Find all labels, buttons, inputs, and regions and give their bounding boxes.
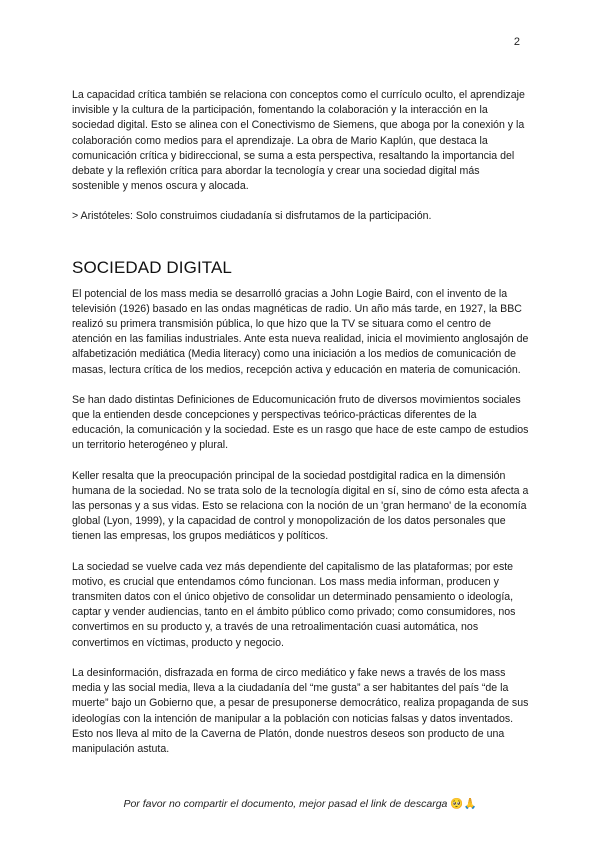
intro-paragraph: La capacidad crítica también se relaciona con conceptos como el currículo oculto, el aprendizaje invisible y la cultura de la participación, fomentando la colaboración y la interacción en la sociedad digital. Esto se alinea con el Conectivismo de Siemens, que aboga por la conexión y la colaboración como medios para el aprendizaje. La obra de Mario Kaplún, que destaca la comunicación crítica y bidireccional, se suma a esta perspectiva, resaltando la importancia del debate y la reflexión crítica para abordar la tecnología y crear una sociedad digital más sostenible y menos oscura y alocada. [72, 89, 525, 193]
paragraph-keller: Keller resalta que la preocupación principal de la sociedad postdigital radica en la dimensión humana de la sociedad. No se trata solo de la tecnología digital en sí, sino de cómo esta afecta a las personas y a sus vidas. Esto se relaciona con la noción de un 'gran hermano' de la economía global (Lyon, 1999), y la capacidad de control y monopolización de los datos personales que tienen las empresas, los grupos mediáticos y políticos. [72, 469, 529, 543]
footer-note [0, 797, 600, 810]
paragraph-capitalismo-plataformas: La sociedad se vuelve cada vez más dependiente del capitalismo de las plataformas; por este motivo, es crucial que entendamos cómo funcionan. Los mass media informan, producen y transmiten datos con el único objetivo de consolidar un determinado pensamiento o ideología, captar y vender audiencias, tanto en el ámbito público como privado; como consumidores, nos convertimos en su producto y, a través de una retroalimentación cuasi automática, nos convertimos en víctimas, producto y negocio. [72, 560, 516, 649]
footer-text: Por favor no compartir el documento, mejor pasad el link de descarga [123, 798, 448, 810]
document-body [72, 88, 530, 757]
pleading-praying-emoji-icon: 🥺🙏 [450, 798, 477, 810]
section-heading: SOCIEDAD DIGITAL [72, 257, 232, 277]
paragraph-educomunicacion: Se han dado distintas Definiciones de Educomunicación fruto de diversos movimientos sociales que la entienden desde concepciones y perspectivas teórico-prácticas diferentes de la educación, la comunicación y la sociedad. Este es un rasgo que hace de este campo de estudios un territorio heterogéneo y plural. [72, 393, 529, 452]
page-number: 2 [513, 36, 520, 48]
aristotle-quote: > Aristóteles: Solo construimos ciudadanía si disfrutamos de la participación. [72, 210, 432, 223]
paragraph-mass-media: El potencial de los mass media se desarrolló gracias a John Logie Baird, con el invento de la televisión (1926) basado en las ondas magnéticas de radio. Un año más tarde, en 1927, la BBC realizó su primera transmisión pública, lo que hizo que la TV se situara como el centro de atención en las familias industriales. Ante esta nueva realidad, inicia el movimiento anglosajón de alfabetización mediática (Media literacy) como una iniciación a los medios de comunicación de masas, lectura crítica de los medios, recepción activa y educación en materia de comunicación. [72, 287, 529, 376]
paragraph-desinformacion: La desinformación, disfrazada en forma de circo mediático y fake news a través de los mass media y las social media, lleva a la ciudadanía del “me gusta” a ser habitantes del país “de la muerte” bajo un Gobierno que, a pesar de presuponerse democrático, realiza propaganda de sus ideologías con la intención de manipular a la población con noticias falsas y datos inventados. Esto nos lleva al mito de la Caverna de Platón, donde nuestros deseos son producto de una manipulación astuta. [72, 666, 529, 755]
